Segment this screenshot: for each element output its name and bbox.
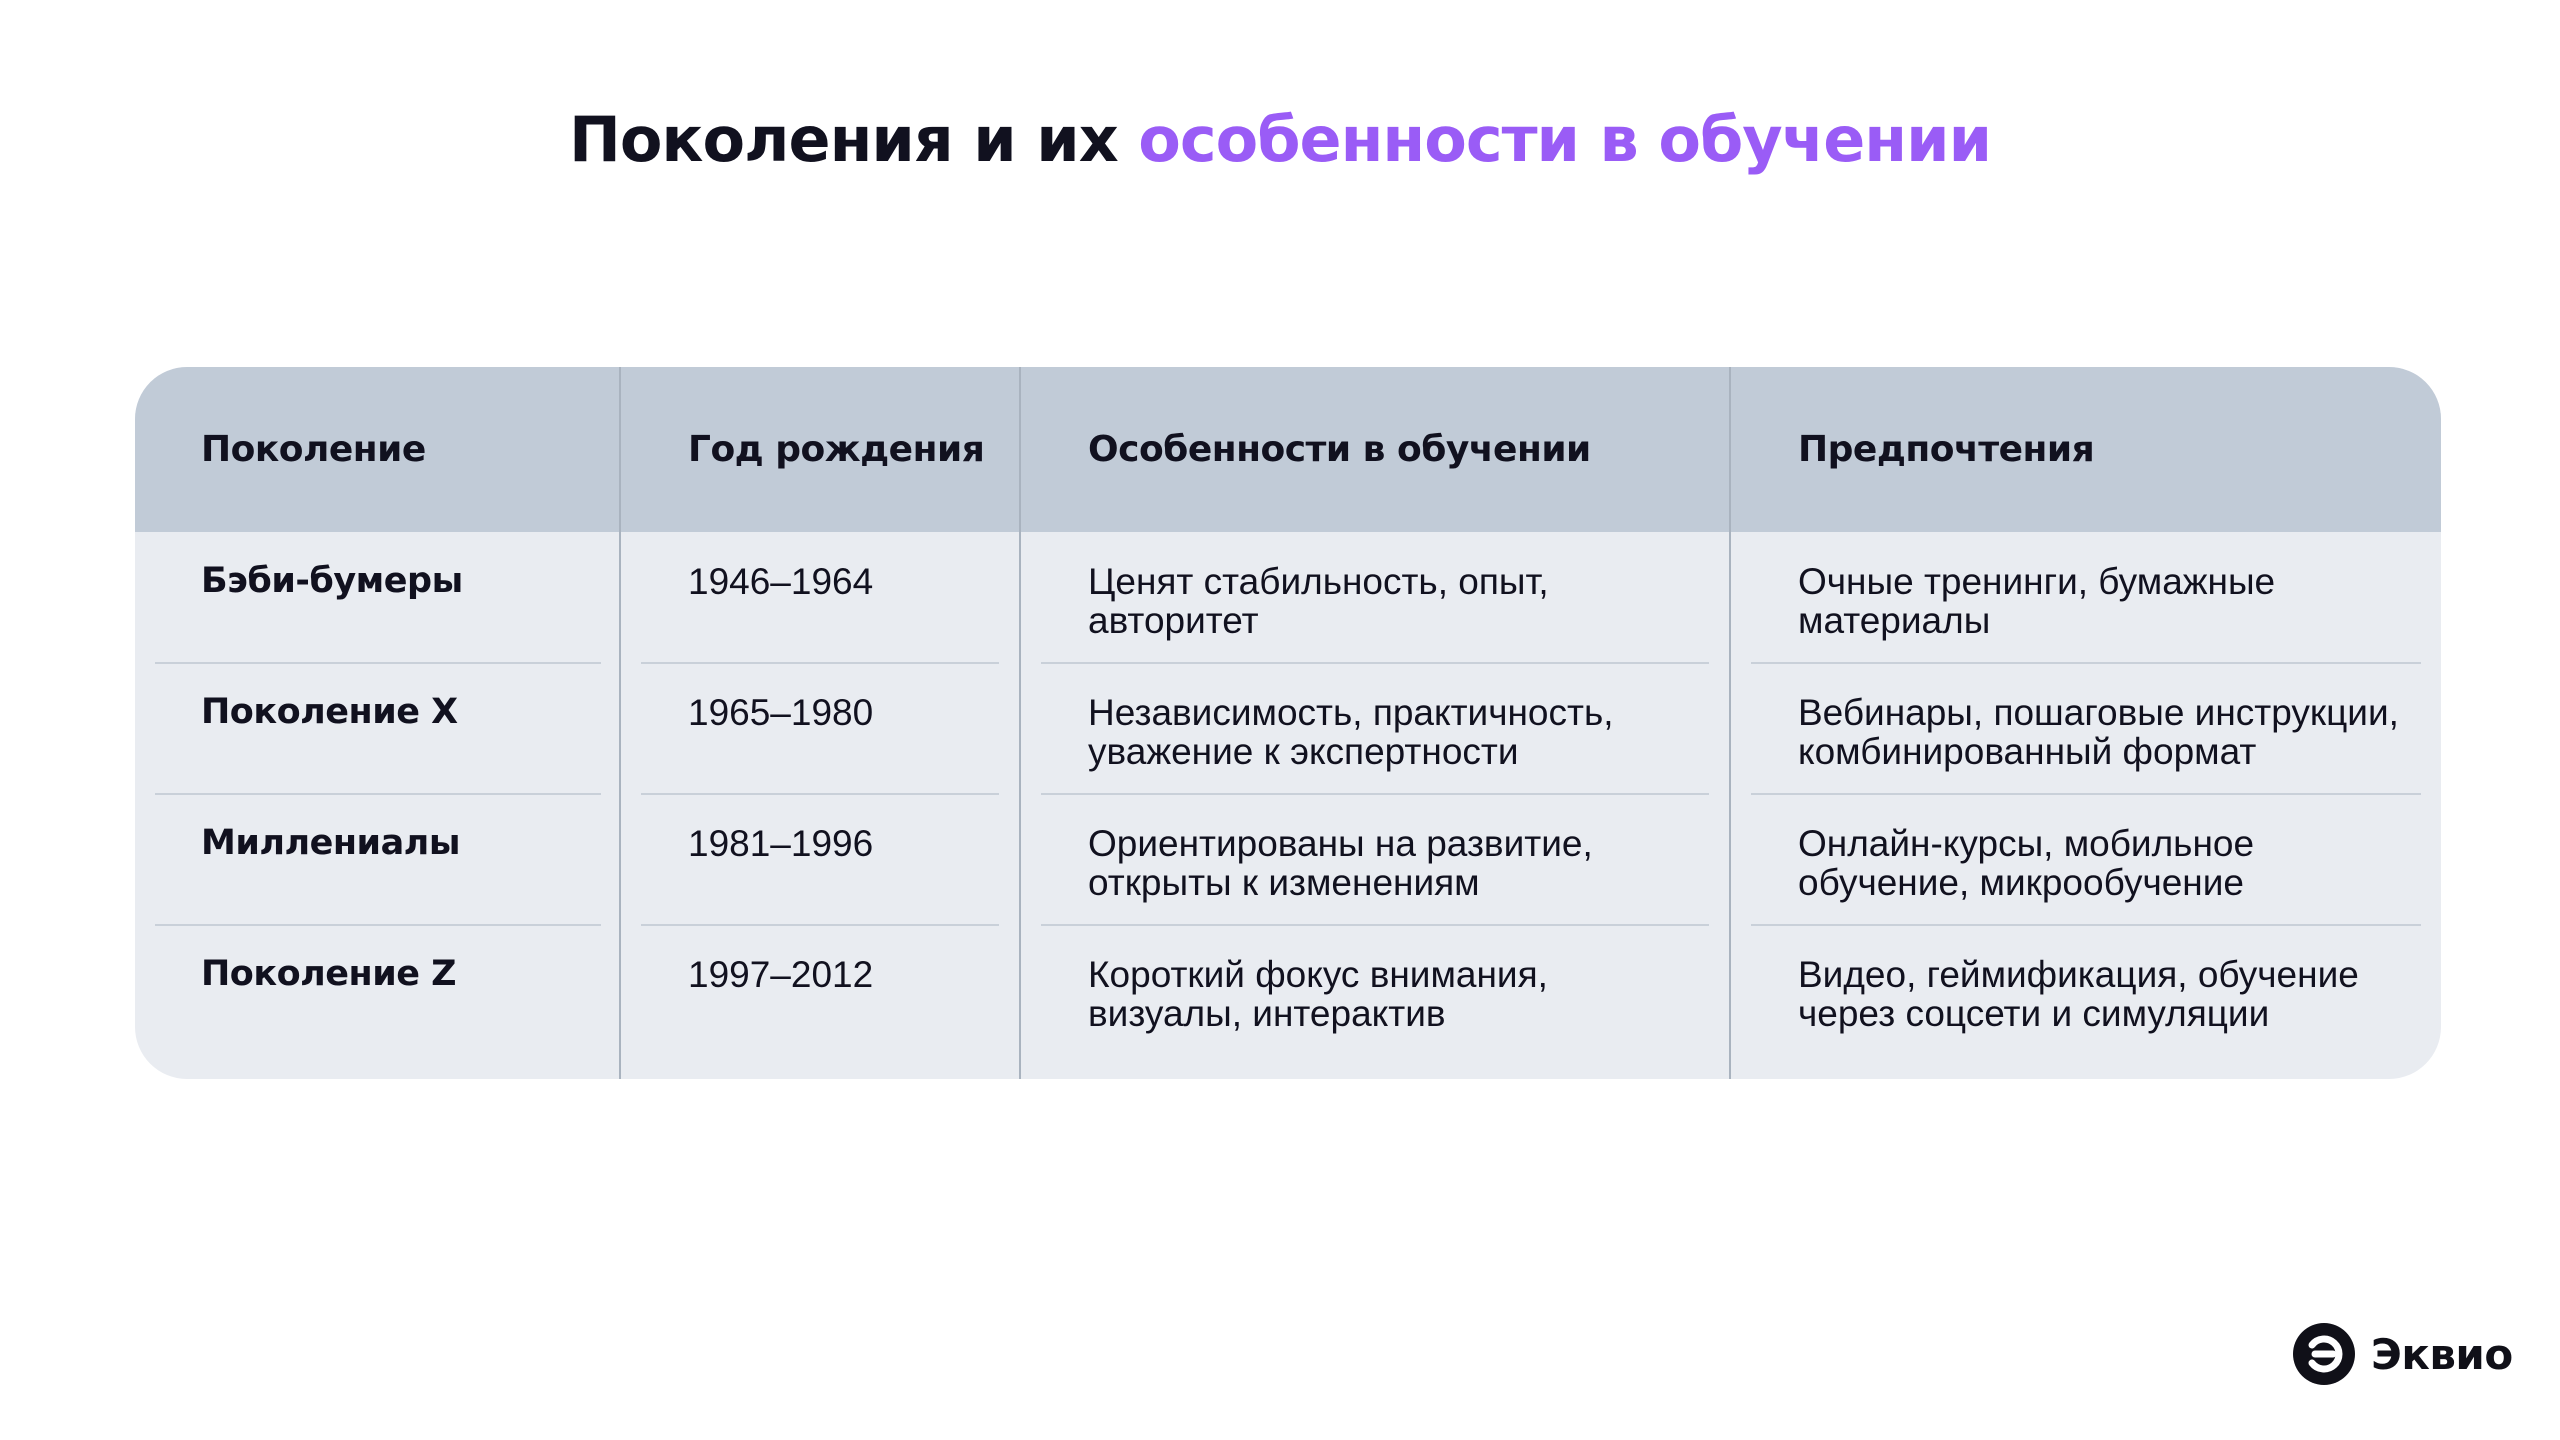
logo-text: Эквио <box>2371 1329 2513 1379</box>
page-title <box>0 100 2560 180</box>
ekvio-logo-icon <box>2293 1323 2355 1385</box>
cell-generation: Поколение X <box>201 692 458 732</box>
cell-line: Ценят стабильность, опыт, <box>1088 561 1549 602</box>
generations-table <box>135 367 2441 1079</box>
table-row <box>135 794 2441 924</box>
cell-features <box>1088 955 1548 1033</box>
header-birth-year: Год рождения <box>688 429 985 470</box>
header-generation: Поколение <box>201 429 426 470</box>
table-row <box>135 663 2441 793</box>
cell-line: визуалы, интерактив <box>1088 993 1446 1034</box>
table-row <box>135 532 2441 662</box>
cell-preferences <box>1798 824 2254 902</box>
cell-years: 1997–2012 <box>688 954 874 995</box>
table-row <box>135 925 2441 1055</box>
table-header <box>135 367 2441 532</box>
cell-line: материалы <box>1798 600 1991 641</box>
cell-features <box>1088 693 1614 771</box>
cell-line: комбинированный формат <box>1798 731 2257 772</box>
cell-line: через соцсети и симуляции <box>1798 993 2270 1034</box>
title-main: Поколения и их <box>568 103 1139 176</box>
cell-line: Очные тренинги, бумажные <box>1798 561 2276 602</box>
brand-logo <box>2293 1322 2513 1386</box>
cell-line: Онлайн-курсы, мобильное <box>1798 823 2255 864</box>
cell-years: 1965–1980 <box>688 692 874 733</box>
cell-preferences <box>1798 562 2275 640</box>
cell-line: Короткий фокус внимания, <box>1088 954 1548 995</box>
cell-line: уважение к экспертности <box>1088 731 1519 772</box>
title-accent: особенности в обучении <box>1138 103 1992 176</box>
cell-years: 1946–1964 <box>688 561 874 602</box>
cell-line: Видео, геймификация, обучение <box>1798 954 2359 995</box>
cell-line: Вебинары, пошаговые инструкции, <box>1798 692 2399 733</box>
cell-line: обучение, микрообучение <box>1798 862 2244 903</box>
cell-line: Ориентированы на развитие, <box>1088 823 1593 864</box>
cell-features <box>1088 562 1549 640</box>
cell-generation: Поколение Z <box>201 954 457 994</box>
cell-preferences <box>1798 693 2399 771</box>
cell-years: 1981–1996 <box>688 823 874 864</box>
header-preferences: Предпочтения <box>1798 429 2095 470</box>
cell-line: открыты к изменениям <box>1088 862 1480 903</box>
cell-line: авторитет <box>1088 600 1259 641</box>
cell-generation: Бэби-бумеры <box>201 561 463 601</box>
cell-generation: Миллениалы <box>201 823 460 863</box>
cell-preferences <box>1798 955 2359 1033</box>
header-learning-features: Особенности в обучении <box>1088 429 1591 470</box>
cell-line: Независимость, практичность, <box>1088 692 1614 733</box>
cell-features <box>1088 824 1593 902</box>
